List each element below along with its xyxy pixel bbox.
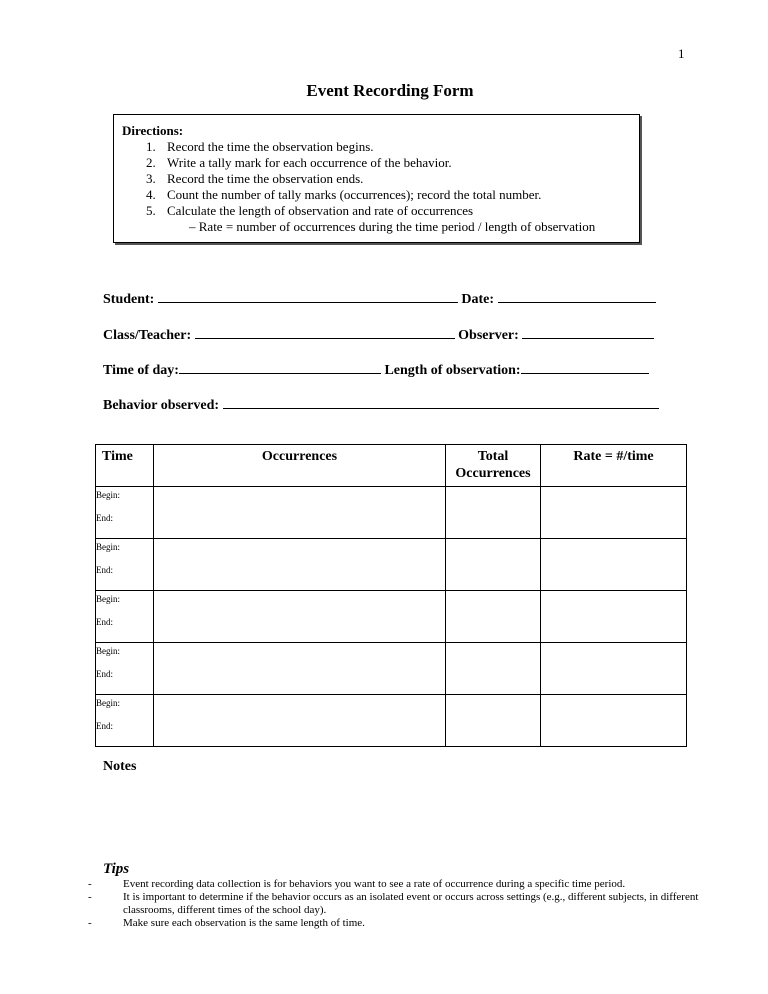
- student-label: Student:: [103, 292, 155, 307]
- directions-heading: Directions:: [122, 123, 184, 138]
- occurrences-cell[interactable]: [154, 487, 446, 539]
- directions-box: [113, 114, 640, 243]
- tip-item: - It is important to determine if the behavior occurs as an isolated event or occurs across settings (e.g., different subjects, in different classrooms, different times of the school day).: [88, 891, 708, 917]
- notes-heading: Notes: [103, 759, 137, 774]
- time-of-day-field[interactable]: [179, 361, 381, 374]
- total-cell[interactable]: [446, 539, 541, 591]
- class-teacher-label: Class/Teacher:: [103, 328, 192, 343]
- total-cell[interactable]: [446, 487, 541, 539]
- direction-step: 5. Calculate the length of observation and rate of occurrences: [146, 203, 474, 218]
- behavior-row: [103, 396, 659, 414]
- rate-cell[interactable]: [541, 591, 687, 643]
- student-date-row: [103, 290, 656, 308]
- direction-step: 1. Record the time the observation begins.: [146, 139, 374, 154]
- time-cell[interactable]: Begin: End:: [96, 643, 154, 695]
- total-occurrences-header: Total Occurrences: [446, 445, 541, 487]
- behavior-observed-label: Behavior observed:: [103, 398, 220, 413]
- occurrences-cell[interactable]: [154, 695, 446, 747]
- table-row: [96, 695, 687, 747]
- total-cell[interactable]: [446, 695, 541, 747]
- student-field[interactable]: [158, 290, 458, 303]
- time-of-day-label: Time of day:: [103, 363, 179, 378]
- tip-item: - Event recording data collection is for behaviors you want to see a rate of occurrence during a specific time period.: [88, 878, 708, 891]
- behavior-observed-field[interactable]: [223, 396, 659, 409]
- time-cell[interactable]: Begin: End:: [96, 539, 154, 591]
- direction-step: 3. Record the time the observation ends.: [146, 171, 364, 186]
- rate-cell[interactable]: [541, 487, 687, 539]
- directions-list: [114, 139, 541, 219]
- time-cell[interactable]: Begin: End:: [96, 487, 154, 539]
- table-row: [96, 539, 687, 591]
- page-number: 1: [678, 46, 685, 61]
- table-row: [96, 591, 687, 643]
- recording-table: [95, 444, 687, 747]
- table-row: [96, 487, 687, 539]
- table-row: [96, 643, 687, 695]
- total-cell[interactable]: [446, 591, 541, 643]
- occurrences-cell[interactable]: [154, 539, 446, 591]
- rate-cell[interactable]: [541, 695, 687, 747]
- time-cell[interactable]: Begin: End:: [96, 591, 154, 643]
- length-of-observation-field[interactable]: [521, 361, 649, 374]
- observer-label: Observer:: [458, 328, 519, 343]
- direction-step: 4. Count the number of tally marks (occurrences); record the total number.: [146, 187, 542, 202]
- rate-formula-note: – Rate = number of occurrences during the time period / length of observation: [189, 219, 596, 234]
- time-cell[interactable]: Begin: End:: [96, 695, 154, 747]
- page-title: Event Recording Form: [306, 81, 474, 100]
- occurrences-cell[interactable]: [154, 643, 446, 695]
- occurrences-header: Occurrences: [154, 445, 446, 487]
- time-length-row: [103, 361, 649, 379]
- rate-header: Rate = #/time: [541, 445, 687, 487]
- table-header-row: [96, 445, 687, 487]
- time-header: Time: [96, 445, 154, 487]
- class-teacher-field[interactable]: [195, 326, 455, 339]
- tips-heading: Tips: [103, 861, 130, 877]
- tips-list: [88, 878, 708, 930]
- occurrences-cell[interactable]: [154, 591, 446, 643]
- tip-item: - Make sure each observation is the same length of time.: [88, 917, 708, 930]
- class-observer-row: [103, 326, 654, 344]
- date-label: Date:: [461, 292, 495, 307]
- rate-cell[interactable]: [541, 643, 687, 695]
- date-field[interactable]: [498, 290, 656, 303]
- direction-step: 2. Write a tally mark for each occurrence of the behavior.: [146, 155, 452, 170]
- observer-field[interactable]: [522, 326, 654, 339]
- rate-cell[interactable]: [541, 539, 687, 591]
- length-of-observation-label: Length of observation:: [384, 363, 521, 378]
- total-cell[interactable]: [446, 643, 541, 695]
